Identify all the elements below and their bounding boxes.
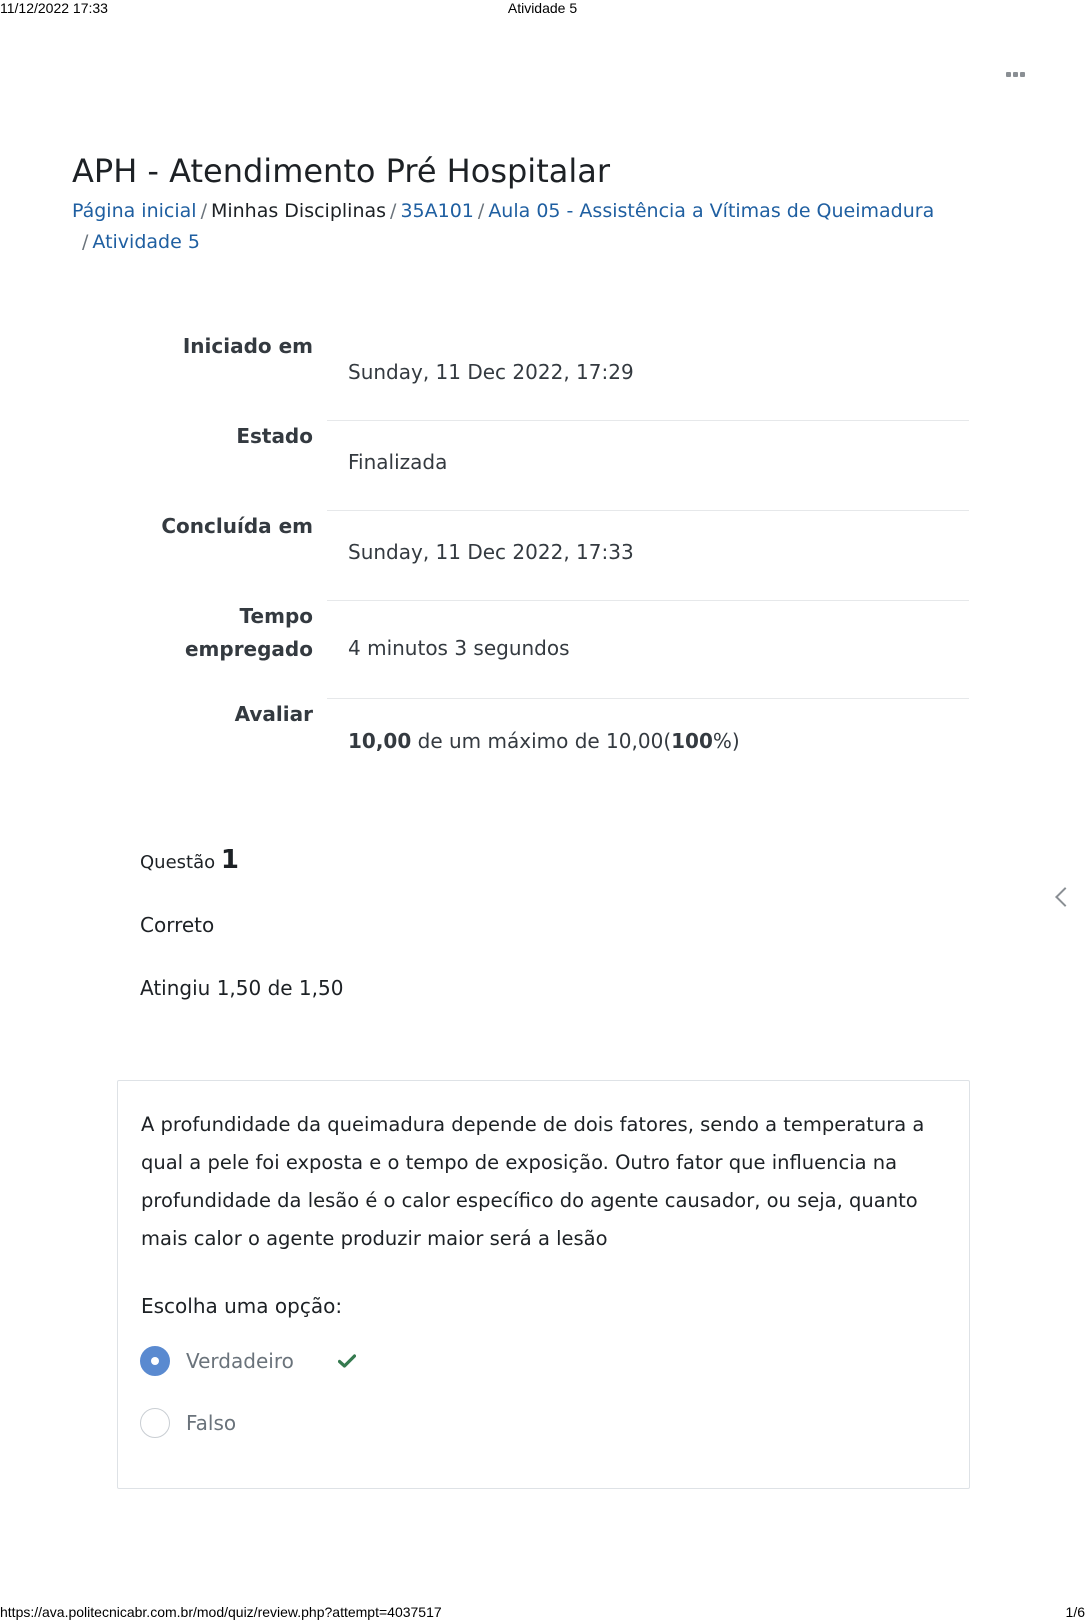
summary-divider [327, 420, 969, 421]
summary-label [113, 600, 313, 666]
print-page: 1/6 [1065, 1604, 1085, 1620]
summary-value: Sunday, 11 Dec 2022, 17:33 [348, 540, 634, 564]
more-options-icon[interactable] [1006, 72, 1025, 77]
chevron-left-icon[interactable] [1055, 887, 1075, 907]
grade-percent: 100 [671, 729, 713, 753]
breadcrumb-separator: / [82, 231, 89, 253]
breadcrumb [72, 196, 992, 258]
summary-label: Estado [236, 424, 313, 448]
grade-end: %) [712, 729, 740, 753]
summary-label-line: empregado [184, 637, 313, 661]
option-label: Verdadeiro [186, 1349, 294, 1373]
radio-unchecked-icon[interactable] [140, 1408, 170, 1438]
summary-value: Finalizada [348, 450, 448, 474]
question-number [140, 845, 239, 875]
option-true[interactable] [140, 1345, 356, 1377]
option-label: Falso [186, 1411, 237, 1435]
breadcrumb-my-courses: Minhas Disciplinas [210, 200, 387, 222]
breadcrumb-course[interactable]: 35A101 [400, 200, 474, 222]
summary-divider [327, 600, 969, 601]
breadcrumb-home[interactable]: Página inicial [72, 200, 197, 222]
print-footer [0, 1604, 1085, 1622]
question-grade: Atingiu 1,50 de 1,50 [140, 976, 344, 1000]
summary-label: Concluída em [161, 514, 313, 538]
question-info [140, 845, 344, 1000]
check-icon [338, 1354, 356, 1368]
summary-label-line: Tempo [239, 604, 313, 628]
summary-grade-value [348, 729, 740, 753]
summary-divider [327, 698, 969, 699]
option-false[interactable] [140, 1407, 236, 1439]
summary-value: Sunday, 11 Dec 2022, 17:29 [348, 360, 634, 384]
question-state: Correto [140, 913, 215, 937]
radio-checked-icon[interactable] [140, 1346, 170, 1376]
question-label: Questão [140, 852, 216, 873]
grade-score: 10,00 [348, 729, 412, 753]
summary-divider [327, 510, 969, 511]
breadcrumb-separator: / [390, 200, 397, 222]
grade-text: de um máximo de 10,00( [411, 729, 672, 753]
breadcrumb-activity[interactable]: Atividade 5 [92, 231, 200, 253]
question-text: A profundidade da queimadura depende de dois fatores, sendo a temperatura a qual a pele foi exposta e o tempo de exposição. Outro fator que influencia na profundidade da lesão é o calor específico do agente causador, ou seja, quanto mais calor o agente produzir maior será a lesão [141, 1113, 925, 1250]
question-no: 1 [220, 845, 239, 875]
question-prompt: Escolha uma opção: [141, 1294, 343, 1318]
page-title: APH - Atendimento Pré Hospitalar [72, 152, 610, 190]
question-content [117, 1080, 970, 1489]
print-header [0, 0, 1085, 18]
summary-label: Iniciado em [182, 334, 313, 358]
print-doc-title: Atividade 5 [507, 0, 578, 16]
breadcrumb-separator: / [200, 200, 207, 222]
print-url: https://ava.politecnicabr.com.br/mod/quiz/review.php?attempt=4037517 [0, 1604, 442, 1620]
breadcrumb-separator: / [477, 200, 485, 222]
breadcrumb-section[interactable]: Aula 05 - Assistência a Vítimas de Queimadura [488, 200, 935, 222]
summary-value: 4 minutos 3 segundos [348, 636, 570, 660]
summary-label: Avaliar [234, 702, 313, 726]
print-datetime: 11/12/2022 17:33 [0, 0, 108, 16]
